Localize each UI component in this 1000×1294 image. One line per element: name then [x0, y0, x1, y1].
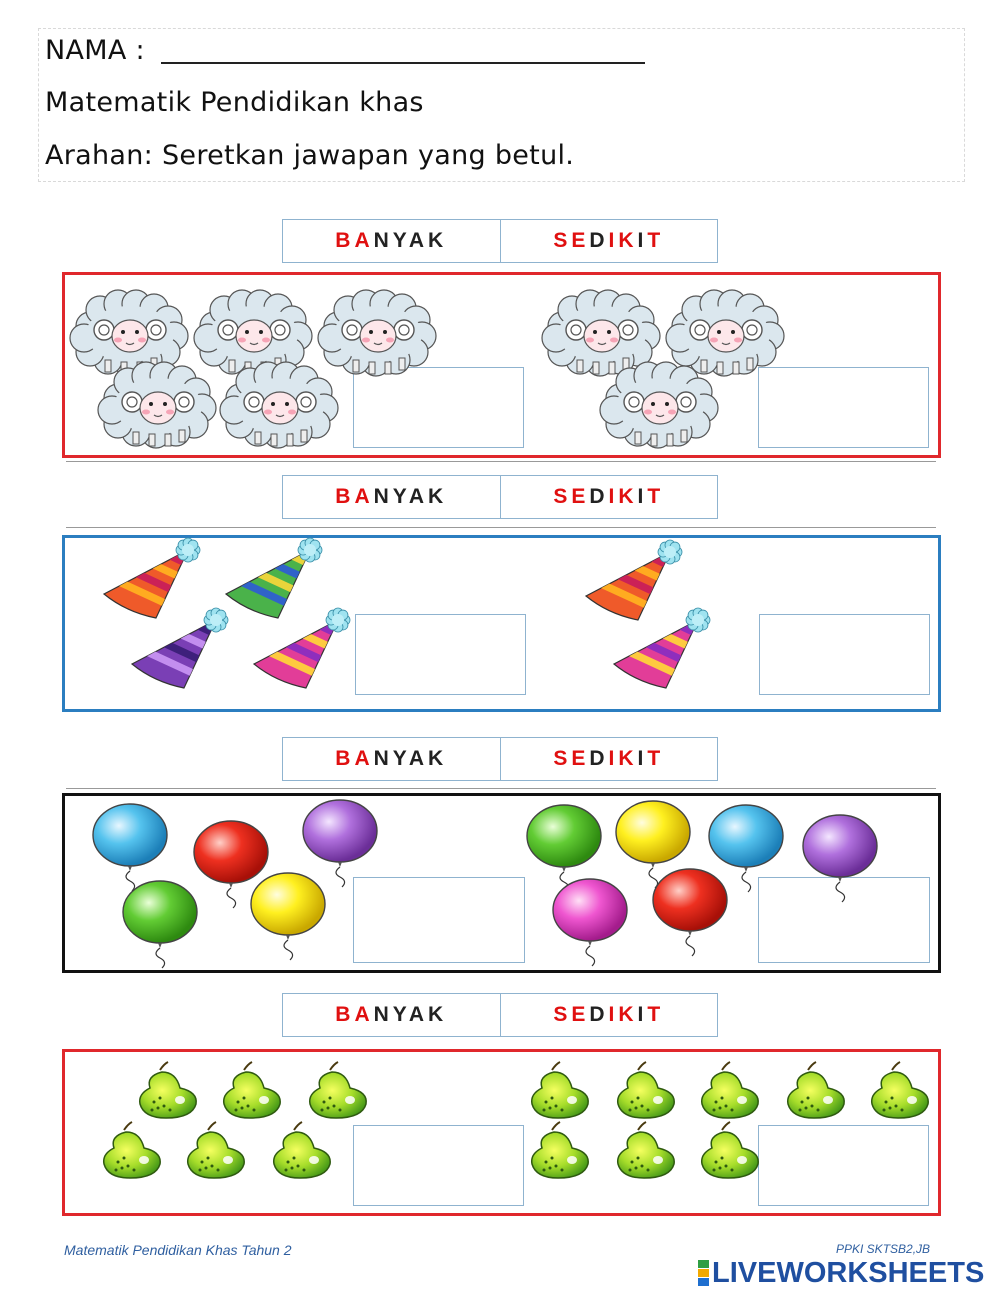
option-banyak[interactable]: BA NYAK	[335, 747, 448, 770]
brand-logo-icon	[698, 1260, 709, 1286]
option-banyak[interactable]: BA NYAK	[335, 1003, 448, 1026]
answer-box-left-1[interactable]	[353, 367, 524, 448]
option-banyak[interactable]: BA NYAK	[335, 485, 448, 508]
option-bar-2	[282, 475, 718, 519]
option-bar-3	[282, 737, 718, 781]
name-underline	[161, 62, 645, 64]
instruction-text: Arahan: Seretkan jawapan yang betul.	[45, 140, 575, 171]
answer-box-left-3[interactable]	[353, 877, 525, 963]
answer-box-right-4[interactable]	[758, 1125, 929, 1206]
option-sedikit[interactable]: SE D I K I T	[500, 476, 718, 518]
footer-school: PPKI SKTSB2,JB	[836, 1242, 931, 1256]
option-sedikit[interactable]: SE D I K I T	[500, 994, 718, 1036]
liveworksheets-brand[interactable]: LIVEWORKSHEETS	[698, 1258, 984, 1288]
option-sedikit[interactable]: SE D I K I T	[500, 738, 718, 780]
option-bar-1	[282, 219, 718, 263]
answer-box-left-2[interactable]	[355, 614, 526, 695]
divider-line	[66, 788, 936, 789]
worksheet-header	[38, 28, 965, 182]
option-bar-4	[282, 993, 718, 1037]
footer-subject: Matematik Pendidikan Khas Tahun 2	[64, 1242, 292, 1258]
subject-title: Matematik Pendidikan khas	[45, 87, 424, 118]
option-banyak[interactable]: BA NYAK	[335, 229, 448, 252]
answer-box-right-3[interactable]	[758, 877, 930, 963]
answer-box-right-2[interactable]	[759, 614, 930, 695]
divider-line	[66, 527, 936, 528]
name-label: NAMA :	[45, 35, 145, 66]
answer-box-right-1[interactable]	[758, 367, 929, 448]
option-sedikit[interactable]: SE D I K I T	[500, 220, 718, 262]
answer-box-left-4[interactable]	[353, 1125, 524, 1206]
divider-line	[66, 461, 936, 462]
